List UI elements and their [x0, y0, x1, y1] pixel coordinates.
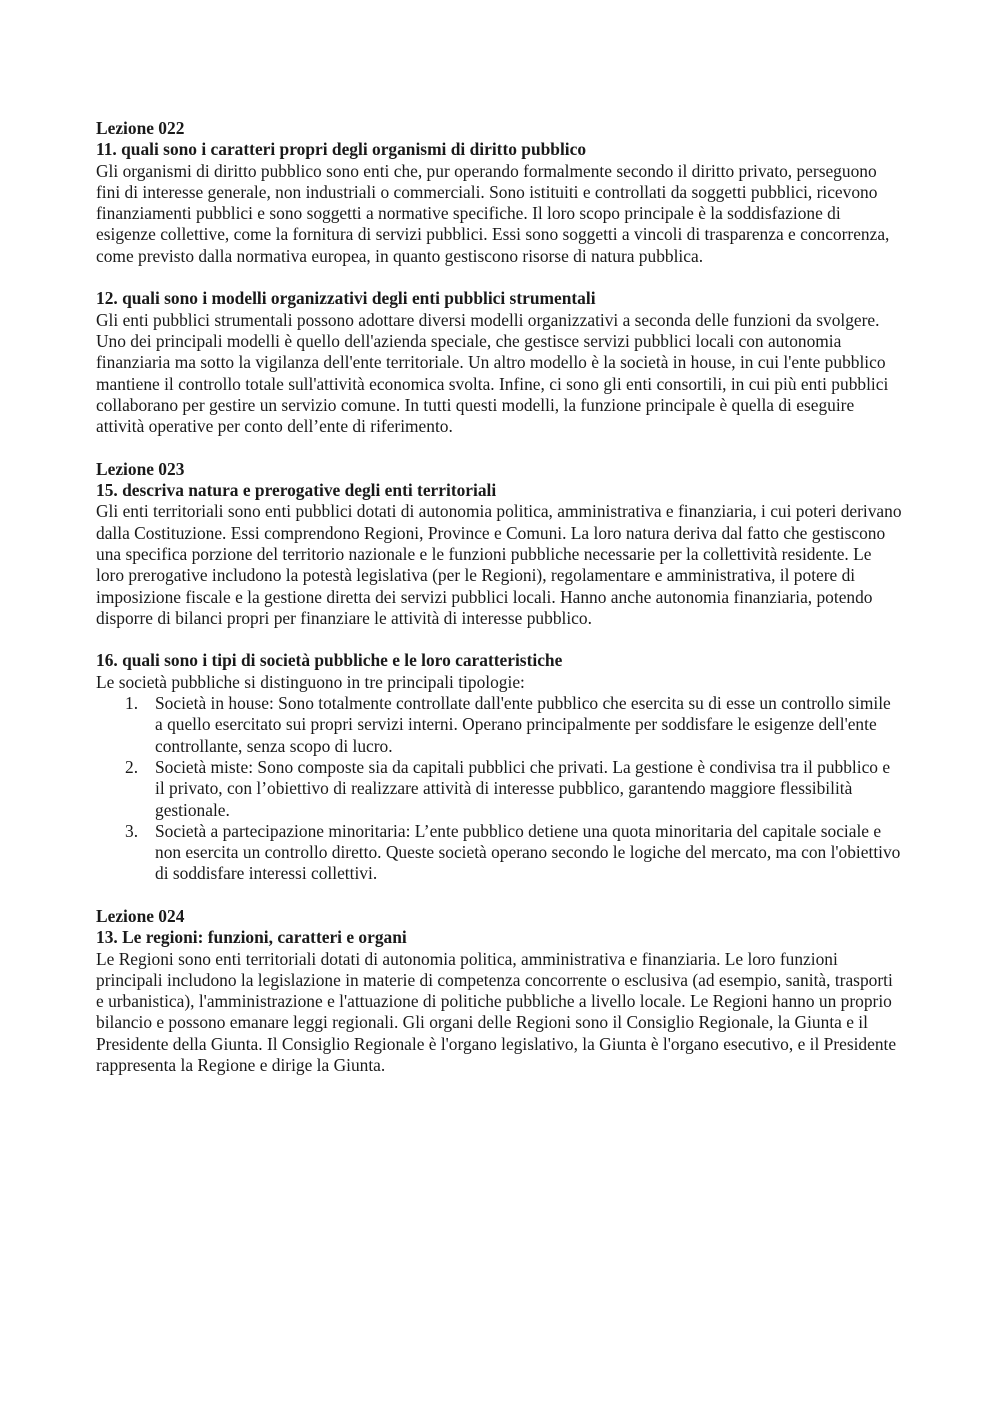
- section-lezione-024: [96, 906, 902, 1076]
- list-item-number: 2.: [125, 756, 139, 777]
- numbered-list: [96, 693, 902, 885]
- answer-paragraph: Gli organismi di diritto pubblico sono enti che, pur operando formalmente secondo il diritto privato, perseguono fini di interesse generale, non industriali o commerciali. Sono istituiti e controllati da soggetti pubblici, ricevono finanziamenti pubblici e sono soggetti a normative specifiche. Il loro scopo principale è la soddisfazione di esigenze collettive, come la fornitura di servizi pubblici. Essi sono soggetti a vincoli di trasparenza e concorrenza, come previsto dalla normativa europea, in quanto gestiscono risorse di natura pubblica.: [96, 160, 890, 266]
- question-heading: 12. quali sono i modelli organizzativi degli enti pubblici strumentali: [96, 288, 596, 309]
- lesson-heading: Lezione 023: [96, 458, 185, 479]
- answer-paragraph: Le Regioni sono enti territoriali dotati di autonomia politica, amministrativa e finanziaria. Le loro funzioni principali includono la legislazione in materie di competenza concorrente o esclusiva (ad esempio, sanità, trasporti e urbanistica), l'amministrazione e l'attuazione di politiche pubbliche a livello locale. Le Regioni hanno un proprio bilancio e possono emanare leggi regionali. Gli organi delle Regioni sono il Consiglio Regionale, la Giunta e il Presidente della Giunta. Il Consiglio Regionale è l'organo legislativo, la Giunta è l'organo esecutivo, e il Presidente rappresenta la Regione e dirige la Giunta.: [96, 948, 897, 1076]
- question-heading: 15. descriva natura e prerogative degli enti territoriali: [96, 480, 497, 501]
- question-heading: 13. Le regioni: funzioni, caratteri e organi: [96, 927, 407, 948]
- intro-paragraph: Le società pubbliche si distinguono in tre principali tipologie:: [96, 671, 525, 692]
- question-heading: 16. quali sono i tipi di società pubbliche e le loro caratteristiche: [96, 650, 563, 671]
- section-question-12: [96, 288, 902, 437]
- question-heading: 11. quali sono i caratteri propri degli organismi di diritto pubblico: [96, 139, 587, 160]
- list-item: [96, 693, 902, 757]
- list-item-text: Società in house: Sono totalmente controllate dall'ente pubblico che esercita su di esse un controllo simile a quello esercitato sui propri servizi interni. Operano principalmente per soddisfare le esigenze dell'ente controllante, senza scopo di lucro.: [155, 693, 891, 756]
- list-item: [96, 757, 902, 821]
- answer-paragraph: Gli enti pubblici strumentali possono adottare diversi modelli organizzativi a seconda delle funzioni da svolgere. Uno dei principali modelli è quello dell'azienda speciale, che gestisce servizi pubblici locali con autonomia finanziaria ma sotto la vigilanza dell'ente territoriale. Un altro modello è la società in house, in cui l'ente pubblico mantiene il controllo totale sull'attività economica svolta. Infine, ci sono gli enti consortili, in cui più enti pubblici collaborano per gestire un servizio comune. In tutti questi modelli, la funzione principale è quella di eseguire attività operative per conto dell’ente di riferimento.: [96, 309, 889, 437]
- list-item-number: 1.: [125, 693, 139, 714]
- document-page: [96, 118, 902, 1076]
- section-lezione-022: [96, 118, 902, 267]
- lesson-heading: Lezione 022: [96, 118, 185, 138]
- list-item-number: 3.: [125, 820, 139, 841]
- section-lezione-023: [96, 459, 902, 629]
- list-item-text: Società miste: Sono composte sia da capitali pubblici che privati. La gestione è condivisa tra il pubblico e il privato, con l’obiettivo di realizzare attività di interesse pubblico, garantendo maggiore flessibilità gestionale.: [155, 756, 891, 820]
- list-item-text: Società a partecipazione minoritaria: L’ente pubblico detiene una quota minoritaria del capitale sociale e non esercita un controllo diretto. Queste società operano secondo le logiche del mercato, ma con l'obiettivo di soddisfare interessi collettivi.: [155, 820, 901, 884]
- answer-paragraph: Gli enti territoriali sono enti pubblici dotati di autonomia politica, amministrativa e finanziaria, i cui poteri derivano dalla Costituzione. Essi comprendono Regioni, Province e Comuni. La loro natura deriva dal fatto che gestiscono una specifica porzione del territorio nazionale e le funzioni pubbliche necessarie per la collettività residente. Le loro prerogative includono la potestà legislativa (per le Regioni), regolamentare e amministrativa, il potere di imposizione fiscale e la gestione diretta dei servizi pubblici locali. Hanno anche autonomia finanziaria, potendo disporre di bilanci propri per finanziare le attività di interesse pubblico.: [96, 501, 902, 628]
- lesson-heading: Lezione 024: [96, 905, 185, 926]
- list-item: [96, 821, 902, 885]
- section-question-16: [96, 650, 902, 884]
